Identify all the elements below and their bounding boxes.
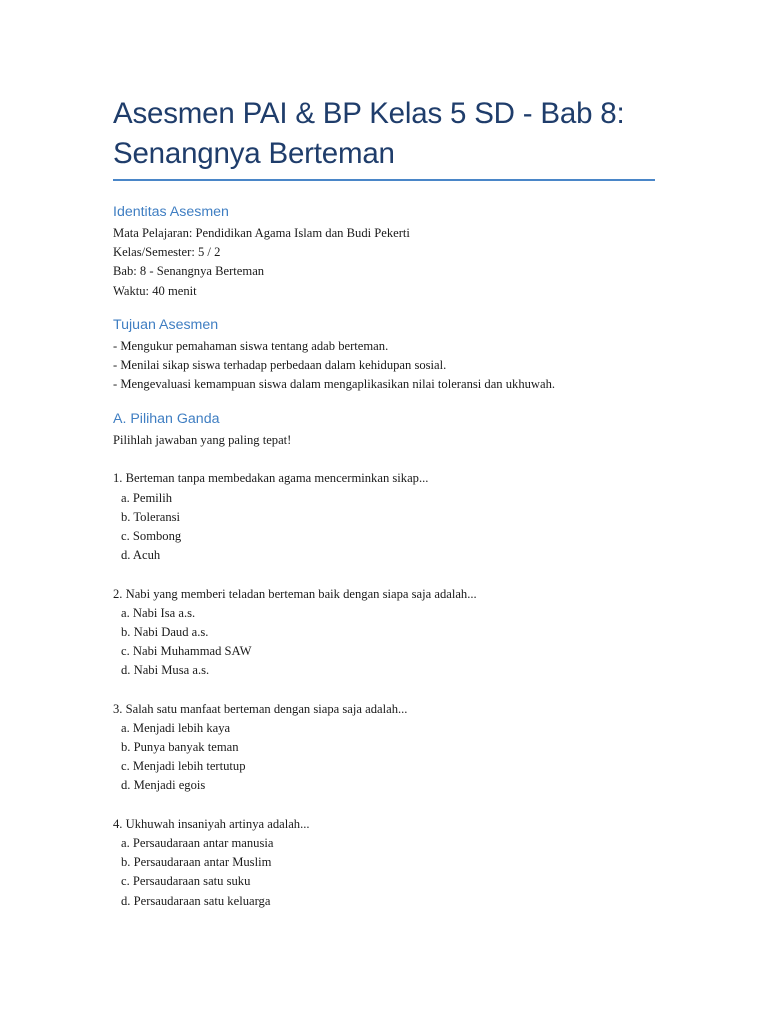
question-2-option-d: d. Nabi Musa a.s. [121,663,210,678]
instruction-text: Pilihlah jawaban yang paling tepat! [113,433,292,447]
question-3-option-a: a. Menjadi lebih kaya [121,720,231,735]
question-1-option-d: d. Acuh [121,548,161,563]
question-4: 4. Ukhuwah insaniyah artinya adalah... [113,816,310,831]
page-title-line-2: Senangnya Berteman [113,137,395,170]
page-title-line-1: Asesmen PAI & BP Kelas 5 SD - Bab 8: [113,97,625,130]
question-2-option-c: c. Nabi Muhammad SAW [121,644,252,659]
identitas-heading: Identitas Asesmen [113,204,229,220]
question-1-option-c: c. Sombong [121,528,182,543]
tujuan-item: - Menilai sikap siswa terhadap perbedaan dalam kehidupan sosial. [113,358,447,373]
spacer [113,450,477,469]
identitas-list [113,224,410,301]
question-4-option-b: b. Persaudaraan antar Muslim [121,855,272,870]
tujuan-item: - Mengevaluasi kemampuan siswa dalam mengaplikasikan nilai toleransi dan ukhuwah. [113,377,556,392]
question-2-option-a: a. Nabi Isa a.s. [121,605,196,620]
question-4-option-c: c. Persaudaraan satu suku [121,874,251,889]
spacer [113,680,477,699]
question-2-option-b: b. Nabi Daud a.s. [121,624,209,639]
question-3: 3. Salah satu manfaat berteman dengan siapa saja adalah... [113,701,408,716]
title-divider [113,179,655,181]
tujuan-heading: Tujuan Asesmen [113,317,219,333]
tujuan-item: - Mengukur pemahaman siswa tentang adab berteman. [113,339,389,353]
pilihan-ganda-list [113,431,477,911]
spacer [113,565,477,584]
identitas-kelas-semester: Kelas/Semester: 5 / 2 [113,245,221,260]
page-title [113,94,673,174]
spacer [113,796,477,815]
tujuan-list [113,337,555,395]
question-2: 2. Nabi yang memberi teladan berteman baik dengan siapa saja adalah... [113,586,477,601]
pilihan-ganda-heading: A. Pilihan Ganda [113,411,220,427]
identitas-bab: Bab: 8 - Senangnya Berteman [113,264,265,279]
identitas-mata-pelajaran: Mata Pelajaran: Pendidikan Agama Islam dan Budi Pekerti [113,226,410,240]
question-3-option-b: b. Punya banyak teman [121,740,239,754]
question-4-option-d: d. Persaudaraan satu keluarga [121,893,271,908]
question-1-option-a: a. Pemilih [121,490,173,505]
question-1-option-b: b. Toleransi [121,509,181,524]
question-4-option-a: a. Persaudaraan antar manusia [121,835,274,850]
question-3-option-d: d. Menjadi egois [121,778,206,793]
question-3-option-c: c. Menjadi lebih tertutup [121,759,246,774]
question-1: 1. Berteman tanpa membedakan agama mencerminkan sikap... [113,471,429,486]
identitas-waktu: Waktu: 40 menit [113,283,197,298]
